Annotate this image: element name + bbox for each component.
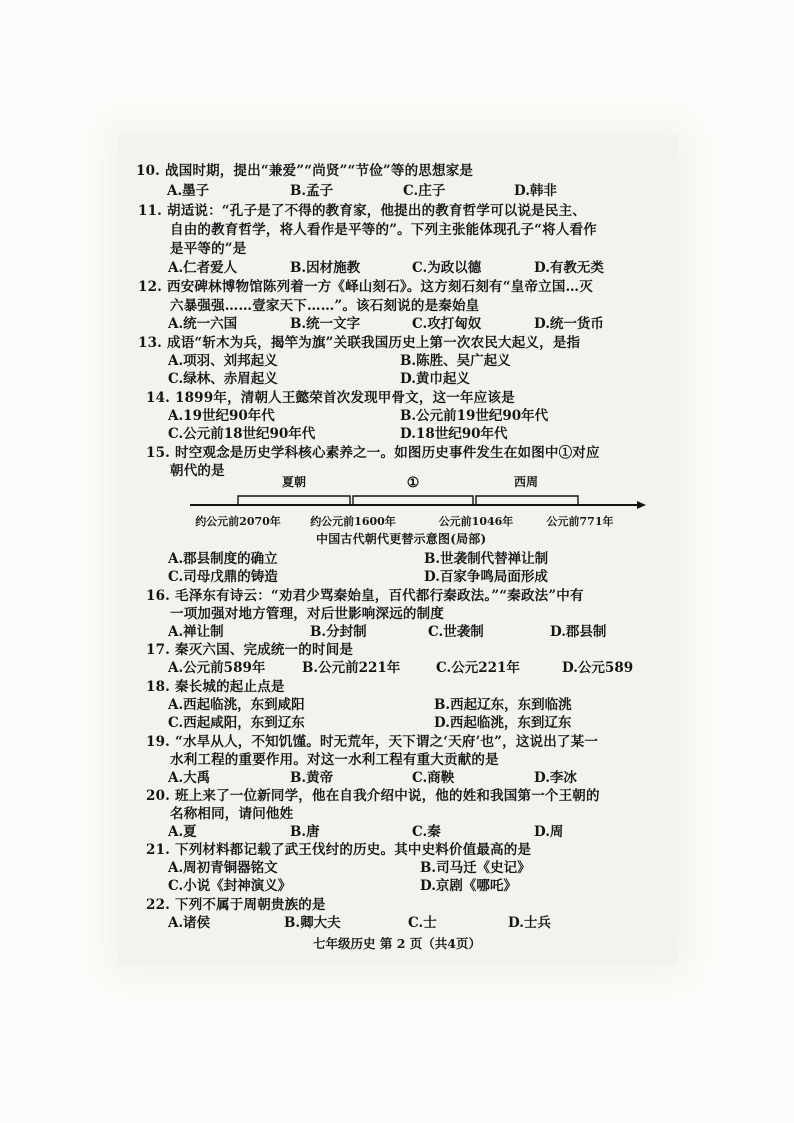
question-13-stem: 13. 成语“斩木为兵，揭竿为旗”关联我国历史上第一次农民大起义，是指 [138,335,581,351]
question-22-stem: 22. 下列不属于周朝贵族的是 [146,897,326,913]
period-label-xia: 夏朝 [281,475,307,489]
q12-option-b: B.统一文字 [290,316,361,332]
q10-option-b: B.孟子 [290,183,334,199]
q18-option-d: D.西起临洮，东到辽东 [434,715,572,731]
q19-option-c: C.商鞅 [412,770,455,786]
q21-option-d: D.京剧《哪吒》 [420,878,517,894]
question-10-stem: 10. 战国时期，提出“兼爱”“尚贤”“节俭”等的思想家是 [136,163,474,179]
shang-bracket [353,496,473,505]
q15-option-a: A.郡县制度的确立 [168,551,278,567]
q22-option-b: B.卿大夫 [284,915,341,931]
question-19-stem: 19. “水旱从人，不知饥馑。时无荒年，天下谓之‘天府’也”，这说出了某一 [146,734,599,750]
q12-option-c: C.攻打匈奴 [412,316,482,332]
question-11-stem: 11. 胡适说：“孔子是了不得的教育家，他提出的教育哲学可以说是民主、 [138,203,586,219]
question-14-stem: 14. 1899年，清朝人王懿荣首次发现甲骨文，这一年应该是 [146,390,515,406]
q10-option-a: A.墨子 [167,183,210,199]
question-11-line-3: 是平等的”是 [170,241,247,257]
question-16-stem: 16. 毛泽东有诗云：“劝君少骂秦始皇，百代都行秦政法。”“秦政法”中有 [146,588,584,604]
period-label-1: ① [406,475,420,491]
q13-option-d: D.黄巾起义 [400,371,470,387]
q22-option-d: D.士兵 [508,915,551,931]
question-21-stem: 21. 下列材料都记载了武王伐纣的历史。其中史料价值最高的是 [146,842,532,858]
q20-option-d: D.周 [534,824,564,840]
q21-option-c: C.小说《封神演义》 [168,878,292,894]
q14-option-a: A.19世纪90年代 [168,408,275,424]
q19-option-d: D.李冰 [534,770,577,786]
date-1046bc: 公元前1046年 [438,515,514,528]
q10-option-d: D.韩非 [514,183,557,199]
q17-option-a: A.公元前589年 [168,660,266,676]
question-15-stem: 15. 时空观念是历史学科核心素养之一。如图历史事件发生在如图中①对应 [146,445,600,461]
q13-option-a: A.项羽、刘邦起义 [168,353,278,369]
q14-option-c: C.公元前18世纪90年代 [168,426,316,442]
q10-option-c: C.庄子 [403,183,446,199]
question-20-stem: 20. 班上来了一位新同学，他在自我介绍中说，他的姓和我国第一个王朝的 [146,788,600,804]
page-footer: 七年级历史 第 2 页（共4页） [313,936,481,951]
date-771bc: 公元前771年 [546,515,614,528]
date-1600bc: 约公元前1600年 [310,515,396,528]
period-label-western-zhou: 西周 [513,475,539,489]
q13-option-c: C.绿林、赤眉起义 [168,371,278,387]
q16-option-a: A.禅让制 [168,624,224,640]
q14-option-d: D.18世纪90年代 [400,426,508,442]
q22-option-c: C.士 [408,915,437,931]
q14-option-b: B.公元前19世纪90年代 [400,408,549,424]
q21-option-a: A.周初青铜器铭文 [168,860,278,876]
q16-option-c: C.世袭制 [428,624,484,640]
q12-option-a: A.统一六国 [168,316,238,332]
timeline-caption: 中国古代朝代更替示意图(局部) [316,532,487,546]
q15-option-c: C.司母戊鼎的铸造 [168,569,278,585]
q11-option-a: A.仁者爱人 [168,260,238,276]
q20-option-c: C.秦 [412,824,441,840]
date-2070bc: 约公元前2070年 [195,515,281,528]
q18-option-b: B.西起辽东，东到临洮 [434,697,572,713]
question-15-line-2: 朝代的是 [170,463,225,479]
question-20-line-2: 名称相同，请问他姓 [170,806,294,822]
xia-bracket [238,496,350,505]
q12-option-d: D.统一货币 [534,316,604,332]
q22-option-a: A.诸侯 [168,915,211,931]
q17-option-c: C.公元221年 [436,660,520,676]
question-17-stem: 17. 秦灭六国、完成统一的时间是 [146,642,354,658]
q21-option-b: B.司马迁《史记》 [420,860,531,876]
q19-option-a: A.大禹 [168,770,211,786]
q20-option-a: A.夏 [168,824,197,840]
question-12-line-2: 六暴强强……壹家天下……”。该石刻说的是秦始皇 [170,298,480,314]
question-16-line-2: 一项加强对地方管理，对后世影响深远的制度 [170,606,444,622]
q15-option-b: B.世袭制代替禅让制 [424,551,549,567]
q11-option-c: C.为政以德 [412,260,482,276]
q20-option-b: B.唐 [290,824,320,840]
question-12-stem: 12. 西安碑林博物馆陈列着一方《峄山刻石》。这方刻石刻有“皇帝立国…灭 [138,279,593,295]
q18-option-c: C.西起咸阳，东到辽东 [168,715,305,731]
q15-option-d: D.百家争鸣局面形成 [424,569,548,585]
q16-option-b: B.分封制 [310,624,367,640]
q18-option-a: A.西起临洮，东到咸阳 [168,697,305,713]
q17-option-d: D.公元589 [562,660,634,676]
question-11-line-2: 自由的教育哲学，将人看作是平等的”。下列主张能体现孔子“将人看作 [170,222,597,238]
western-zhou-bracket [476,496,578,505]
q11-option-b: B.因材施教 [290,260,361,276]
q11-option-d: D.有教无类 [534,260,604,276]
q19-option-b: B.黄帝 [290,770,334,786]
q16-option-d: D.郡县制 [550,624,607,640]
question-19-line-2: 水利工程的重要作用。对这一水利工程有重大贡献的是 [170,752,499,768]
timeline-arrowhead [637,501,646,509]
question-18-stem: 18. 秦长城的起止点是 [146,679,285,695]
q13-option-b: B.陈胜、吴广起义 [400,353,511,369]
q17-option-b: B.公元前221年 [302,660,401,676]
